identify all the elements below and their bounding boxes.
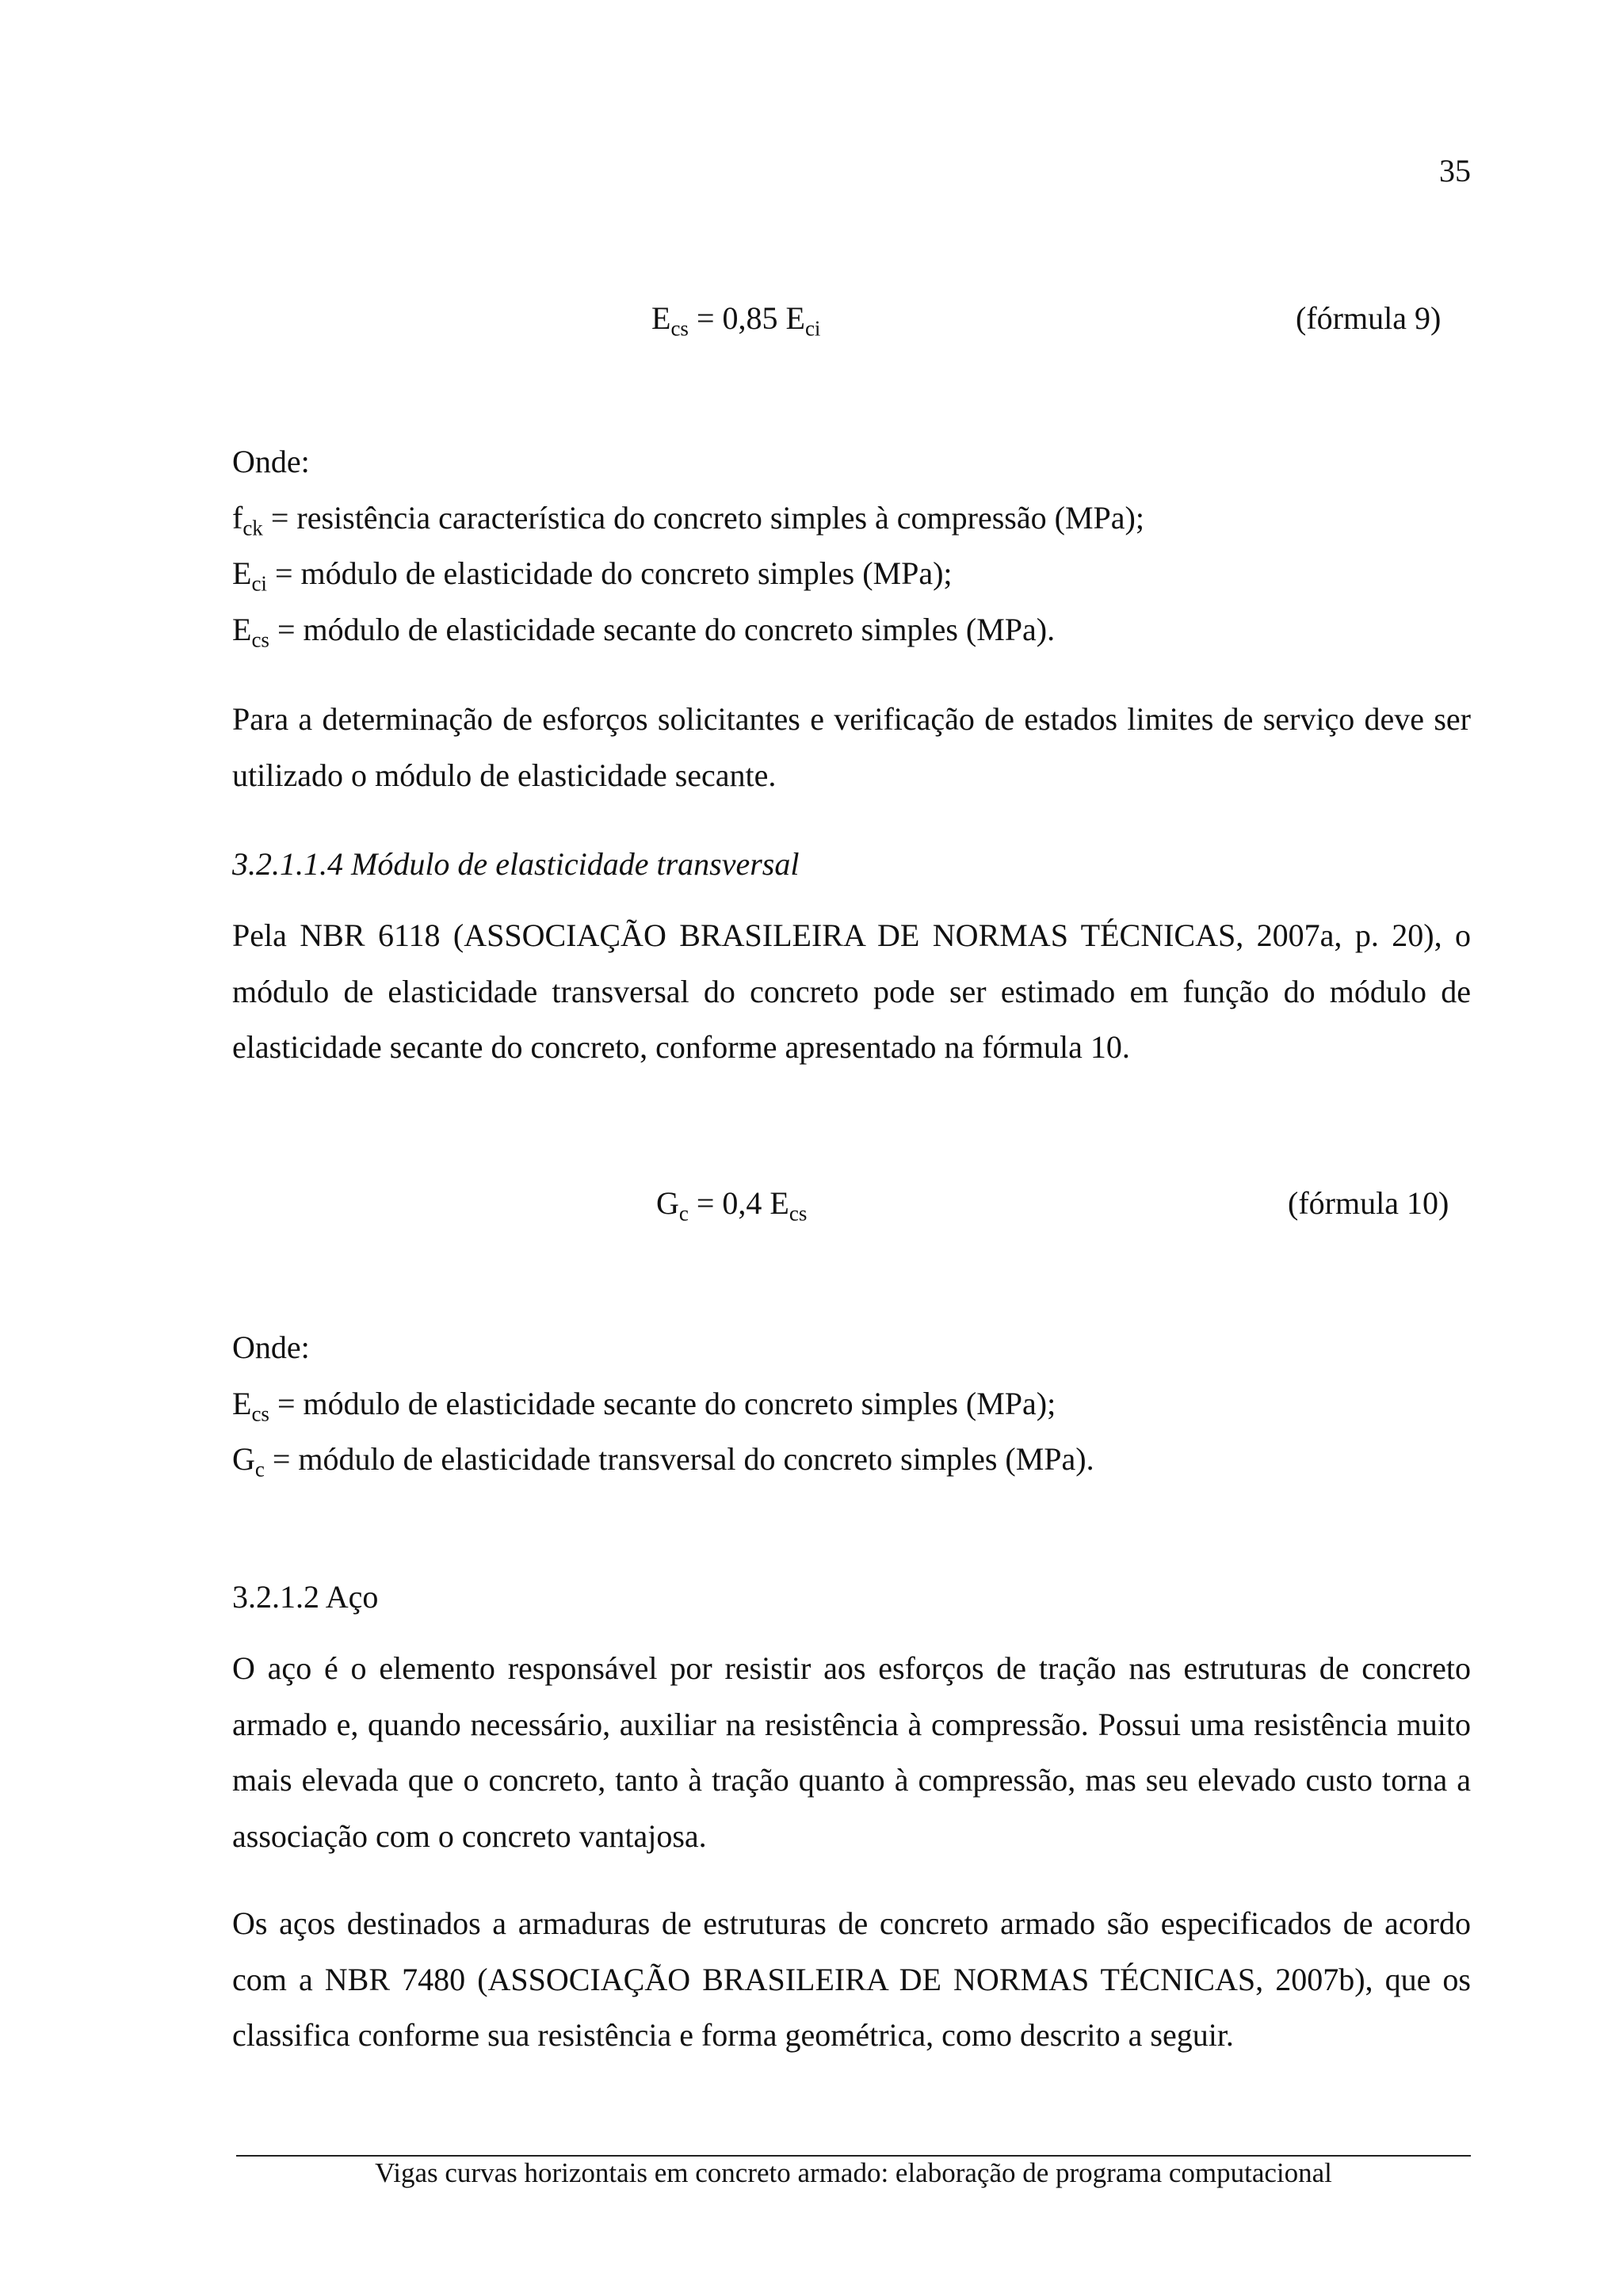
definition-eci [232, 546, 1471, 602]
paragraph-secant-modulus: Para a determinação de esforços solicitantes e verificação de estados limites de serviço deve ser utilizado o módulo de elasticidade secante. [232, 701, 1471, 793]
definitions-block-1 [232, 434, 1471, 658]
definition-text: = módulo de elasticidade transversal do concreto simples (MPa). [264, 1441, 1094, 1477]
footer-title: Vigas curvas horizontais em concreto armado: elaboração de programa computacional [375, 2157, 1332, 2188]
definitions-block-2 [232, 1320, 1471, 1488]
page-number: 35 [1439, 153, 1471, 189]
formula-10-label: (fórmula 10) [1288, 1185, 1449, 1221]
definition-text: = módulo de elasticidade secante do concreto simples (MPa); [269, 1385, 1056, 1421]
formula-9-rhs: = 0,85 E [688, 300, 805, 336]
definition-symbol: E [232, 611, 252, 647]
definition-subscript: cs [251, 627, 269, 652]
formula-9-lhs-subscript: cs [670, 316, 689, 341]
formula-10-rhs-subscript: cs [789, 1201, 808, 1226]
paragraph-transverse-modulus: Pela NBR 6118 (ASSOCIAÇÃO BRASILEIRA DE NORMAS TÉCNICAS, 2007a, p. 20), o módulo de elasticidade transversal do concreto pode ser estimado em função do módulo de elasticidade secante do concreto, conforme apresentado na fórmula 10. [232, 917, 1471, 1065]
definition-text: = módulo de elasticidade do concreto simples (MPa); [266, 555, 953, 591]
section-heading-3-2-1-1-4: 3.2.1.1.4 Módulo de elasticidade transversal [232, 846, 800, 882]
formula-9-rhs-subscript: ci [804, 316, 821, 341]
formula-9-label: (fórmula 9) [1296, 300, 1442, 336]
section-heading-3-2-1-2: 3.2.1.2 Aço [232, 1579, 379, 1615]
definition-subscript: ci [251, 571, 267, 596]
definition-symbol: E [232, 1385, 252, 1421]
formula-10-lhs: G [656, 1185, 679, 1221]
definition-text: = módulo de elasticidade secante do concreto simples (MPa). [269, 611, 1056, 647]
definition-ecs [232, 1376, 1471, 1432]
definition-text: = resistência característica do concreto simples à compressão (MPa); [262, 499, 1144, 536]
definitions-heading: Onde: [232, 444, 310, 479]
formula-10-rhs: = 0,4 E [688, 1185, 789, 1221]
footer-divider [236, 2155, 1471, 2157]
formula-10-lhs-subscript: c [678, 1201, 689, 1226]
paragraph-steel: O aço é o elemento responsável por resistir aos esforços de tração nas estruturas de concreto armado e, quando necessário, auxiliar na resistência à compressão. Possui uma resistência muito mais elevada que o concreto, tanto à tração quanto à compressão, mas seu elevado custo torna a associação com o concreto vantajosa. [232, 1650, 1471, 1854]
formula-10 [656, 1184, 808, 1226]
paragraph-steel-specification: Os aços destinados a armaduras de estruturas de concreto armado são especificados de acordo com a NBR 7480 (ASSOCIAÇÃO BRASILEIRA DE NORMAS TÉCNICAS, 2007b), que os classifica conforme sua resistência e forma geométrica, como descrito a seguir. [232, 1905, 1471, 2053]
definition-ecs [232, 602, 1471, 658]
definitions-heading: Onde: [232, 1329, 310, 1365]
definition-subscript: cs [251, 1402, 269, 1426]
definition-subscript: c [254, 1457, 265, 1482]
formula-9-lhs: E [651, 300, 671, 336]
definition-symbol: E [232, 555, 252, 591]
definition-subscript: ck [242, 516, 263, 540]
definition-symbol: f [232, 499, 243, 536]
definition-fck [232, 490, 1471, 547]
definition-gc [232, 1432, 1471, 1488]
definition-symbol: G [232, 1441, 255, 1477]
formula-9 [651, 299, 821, 341]
